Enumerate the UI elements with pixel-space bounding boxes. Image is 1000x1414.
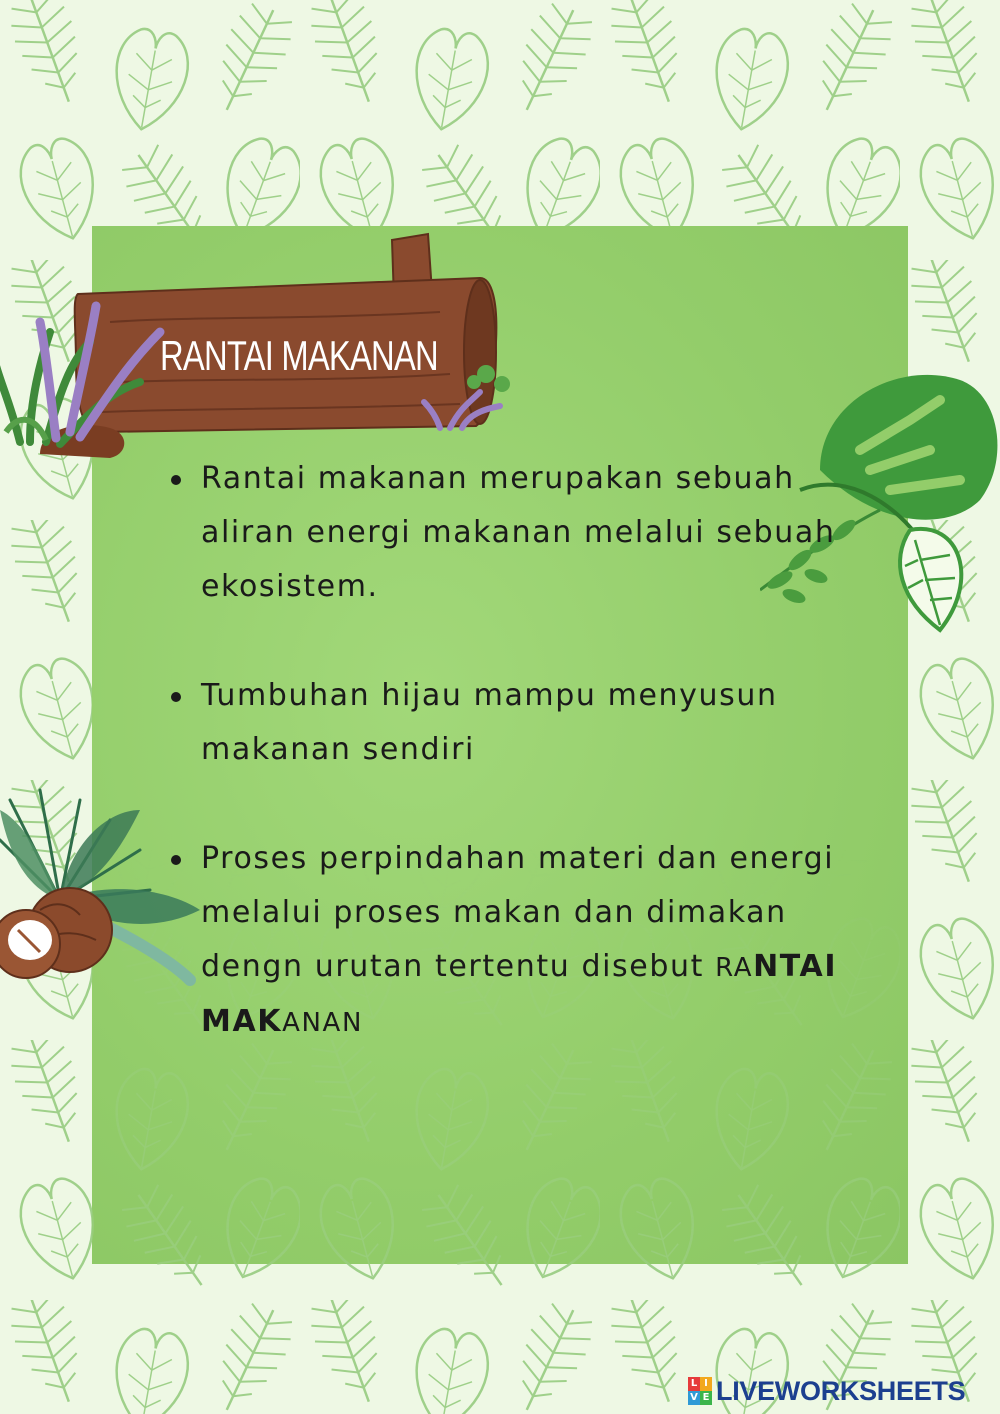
list-item — [168, 832, 868, 1050]
emphasis-text-small: ANAN — [282, 1008, 363, 1038]
list-item-text: Proses perpindahan materi dan energi melalui proses makan dan dimakan dengn urutan tertentu disebut — [201, 841, 835, 984]
bullet-list — [168, 452, 868, 1105]
emphasis-text-small: RA — [715, 953, 754, 983]
liveworksheets-logo-icon — [688, 1377, 712, 1405]
page-title: RANTAI MAKANAN — [160, 332, 438, 379]
list-item — [168, 669, 868, 777]
list-item-text: Rantai makanan merupakan sebuah aliran energi makanan melalui sebuah ekosistem. — [201, 461, 836, 604]
logo-letter: E — [700, 1391, 712, 1405]
emphasis-text: NTAI MAK — [201, 949, 838, 1039]
logo-letter: L — [688, 1377, 700, 1391]
logo-letter: I — [700, 1377, 712, 1391]
logo-letter: V — [688, 1391, 700, 1405]
brand-watermark — [688, 1374, 965, 1408]
brand-name: LIVEWORKSHEETS — [716, 1375, 966, 1406]
list-item-text: Tumbuhan hijau mampu menyusun makanan sendiri — [201, 678, 778, 767]
list-item — [168, 452, 868, 614]
